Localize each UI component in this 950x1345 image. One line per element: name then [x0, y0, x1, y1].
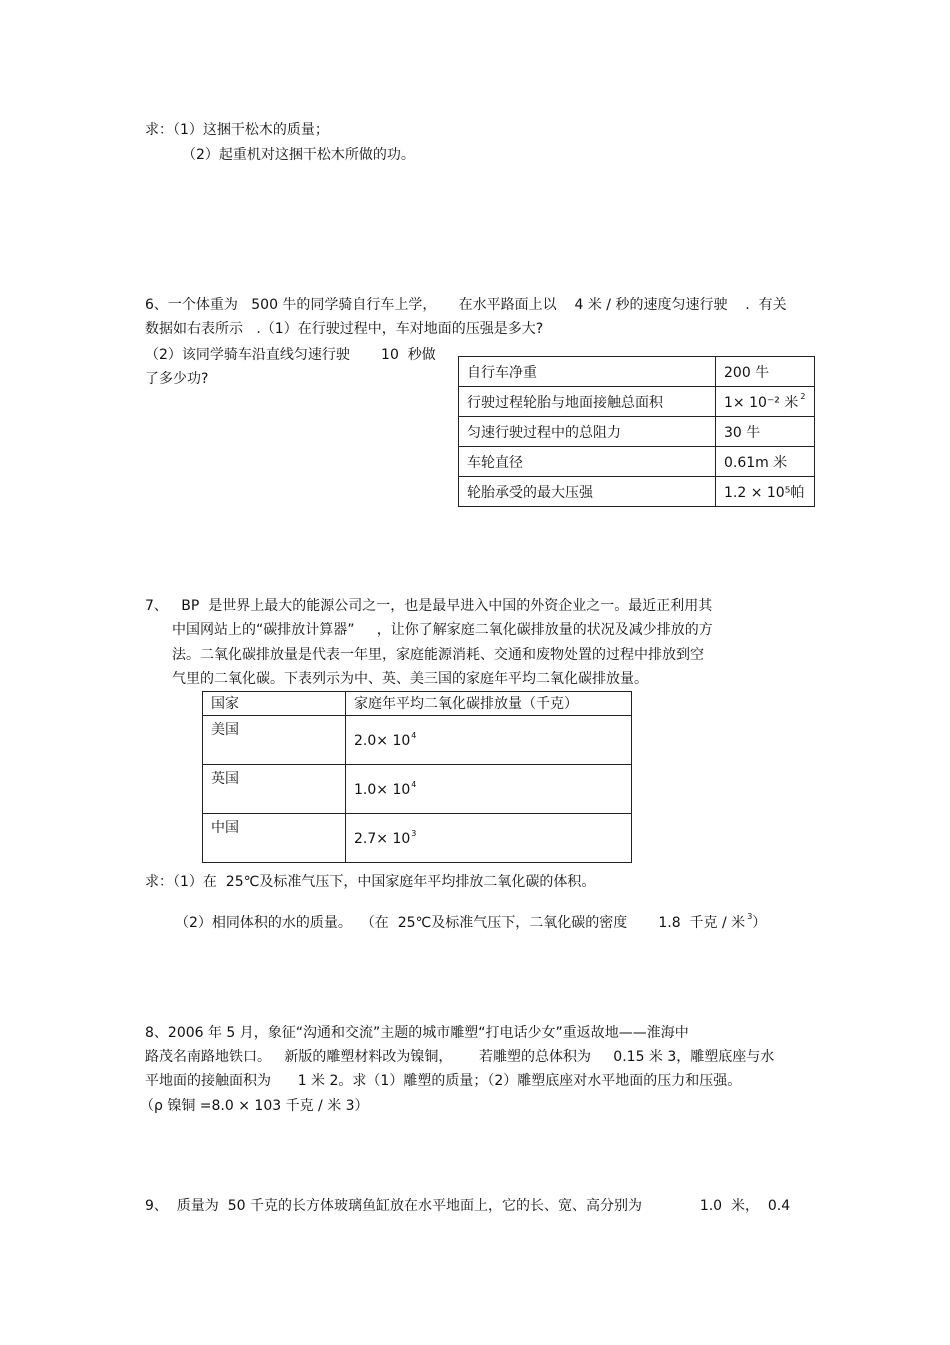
q8-line-2: 路茂名南路地铁口。 新版的雕塑材料改为镍铜， 若雕塑的总体积为 0.15 米 3，雕塑底座与水	[145, 1049, 775, 1065]
table-cell-value-text: 1× 10⁻² 米	[724, 394, 799, 411]
q6-line-1: 6、一个体重为 500 牛的同学骑自行车上学， 在水平路面上以 4 米 / 秒的速度匀速行驶 . 有关	[145, 297, 787, 313]
emission-exponent: 3	[411, 829, 417, 838]
country-cell: 中国	[203, 814, 346, 863]
emission-value: 2.7× 10	[354, 831, 411, 847]
table-header-row	[203, 692, 632, 716]
emission-cell	[346, 765, 632, 814]
emission-cell	[346, 814, 632, 863]
q6-line-3: （2）该同学骑车沿直线匀速行驶 10 秒做	[145, 347, 436, 363]
table-cell-label: 自行车净重	[459, 357, 716, 387]
table-row	[203, 716, 632, 765]
q8-line-1: 8、2006 年 5 月，象征“沟通和交流”主题的城市雕塑“打电话少女”重返故地——淮海中	[145, 1025, 689, 1041]
emission-value: 1.0× 10	[354, 782, 411, 798]
emission-exponent: 4	[411, 731, 417, 740]
header-emission: 家庭年平均二氧化碳排放量（千克）	[346, 692, 632, 716]
q8-line-4: （ρ 镍铜 =8.0 × 103 千克 / 米 3）	[140, 1098, 369, 1114]
emission-cell	[346, 716, 632, 765]
emission-exponent: 4	[411, 780, 417, 789]
q5-line-1: 求：（1）这捆干松木的质量；	[145, 122, 329, 138]
table-row	[203, 814, 632, 863]
table-cell-label: 轮胎承受的最大压强	[459, 477, 716, 507]
table-cell-label: 车轮直径	[459, 447, 716, 477]
q8-line-3: 平地面的接触面积为 1 米 2。求（1）雕塑的质量；（2）雕塑底座对水平地面的压力和压强。	[145, 1073, 742, 1089]
q7-line-2: 中国网站上的“碳排放计算器” ，让你了解家庭二氧化碳排放量的状况及减少排放的方	[172, 622, 713, 638]
country-cell: 美国	[203, 716, 346, 765]
table-row	[459, 447, 815, 477]
q5-line-2: （2）起重机对这捆干松木所做的功。	[182, 147, 415, 163]
table-cell-label: 匀速行驶过程中的总阻力	[459, 417, 716, 447]
table-row	[459, 387, 815, 417]
bicycle-data-table	[458, 356, 815, 507]
header-country: 国家	[203, 692, 346, 716]
q7-ask-2-text: （2）相同体积的水的质量。 （在 25℃及标准气压下，二氧化碳的密度 1.8 千克 / 米	[175, 915, 746, 931]
table-row	[459, 477, 815, 507]
table-cell-value: 30 牛	[716, 417, 815, 447]
q7-ask-1: 求：（1）在 25℃及标准气压下，中国家庭年平均排放二氧化碳的体积。	[145, 874, 596, 890]
q7-line-4: 气里的二氧化碳。下表列示为中、英、美三国的家庭年平均二氧化碳排放量。	[172, 671, 648, 687]
unit-exponent: 2	[800, 391, 806, 401]
table-cell-value	[716, 387, 815, 417]
q6-line-4: 了多少功?	[145, 371, 209, 387]
co2-emission-table	[202, 691, 632, 863]
q7-line-1: 7、 BP 是世界上最大的能源公司之一，也是最早进入中国的外资企业之一。最近正利用其	[145, 598, 713, 614]
density-unit-exponent: 3	[747, 912, 753, 921]
q9-line-1: 9、 质量为 50 千克的长方体玻璃鱼缸放在水平地面上，它的长、宽、高分别为 1.0 米， 0.4	[145, 1198, 791, 1214]
q7-ask-2-close: ）	[752, 915, 767, 931]
q7-ask-2	[175, 914, 766, 934]
table-row	[203, 765, 632, 814]
emission-value: 2.0× 10	[354, 733, 411, 749]
table-cell-value: 200 牛	[716, 357, 815, 387]
country-cell: 英国	[203, 765, 346, 814]
table-row	[459, 417, 815, 447]
table-cell-label: 行驶过程轮胎与地面接触总面积	[459, 387, 716, 417]
q7-line-3: 法。二氧化碳排放量是代表一年里，家庭能源消耗、交通和废物处置的过程中排放到空	[172, 647, 704, 663]
q6-line-2: 数据如右表所示 .（1）在行驶过程中，车对地面的压强是多大?	[145, 321, 544, 337]
table-cell-value: 0.61m 米	[716, 447, 815, 477]
table-row	[459, 357, 815, 387]
table-cell-value: 1.2 × 10⁵帕	[716, 477, 815, 507]
